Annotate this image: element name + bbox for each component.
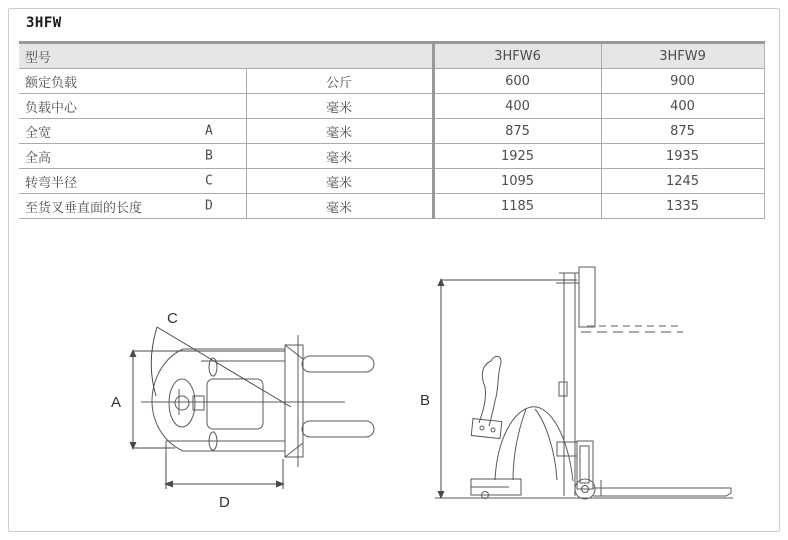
row-label: 负载中心	[25, 100, 78, 116]
row-value-3hfw6: 875	[433, 119, 601, 144]
row-value-3hfw6: 1095	[433, 169, 601, 194]
dim-label-b: B	[420, 392, 431, 409]
row-value-3hfw9: 875	[601, 119, 764, 144]
row-unit: 毫米	[246, 169, 433, 194]
table-row	[19, 69, 764, 94]
table-row	[19, 194, 764, 219]
dim-label-c: C	[167, 310, 178, 327]
row-value-3hfw9: 400	[601, 94, 764, 119]
row-value-3hfw6: 1925	[433, 144, 601, 169]
row-value-3hfw9: 1245	[601, 169, 764, 194]
header-col-3hfw6: 3HFW6	[433, 43, 601, 69]
row-unit: 毫米	[246, 144, 433, 169]
row-label: 至货叉垂直面的长度	[25, 200, 143, 216]
spec-table	[19, 41, 765, 219]
row-letter: C	[205, 173, 213, 189]
dimension-lines-side-view	[420, 278, 577, 499]
row-label: 额定负载	[25, 75, 78, 91]
row-letter: B	[205, 148, 213, 164]
table-header-row	[19, 43, 764, 69]
top-view-diagram	[105, 301, 405, 516]
row-unit: 毫米	[246, 94, 433, 119]
table-row	[19, 94, 764, 119]
stacker-side-view-art	[435, 267, 733, 499]
row-value-3hfw9: 900	[601, 69, 764, 94]
header-col-3hfw9: 3HFW9	[601, 43, 764, 69]
row-label: 转弯半径	[25, 175, 78, 191]
row-value-3hfw9: 1335	[601, 194, 764, 219]
header-model-label: 型号	[19, 43, 433, 69]
table-row	[19, 169, 764, 194]
page-title: 3HFW	[26, 15, 62, 31]
row-unit: 公斤	[246, 69, 433, 94]
row-value-3hfw9: 1935	[601, 144, 764, 169]
document-page	[8, 8, 780, 532]
row-value-3hfw6: 1185	[433, 194, 601, 219]
table-row	[19, 119, 764, 144]
row-letter: D	[205, 198, 213, 214]
side-view-diagram	[409, 249, 739, 519]
row-letter: A	[205, 123, 213, 139]
row-unit: 毫米	[246, 119, 433, 144]
dim-label-d: D	[219, 494, 230, 511]
dim-label-a: A	[111, 394, 122, 411]
row-unit: 毫米	[246, 194, 433, 219]
row-value-3hfw6: 600	[433, 69, 601, 94]
row-label: 全宽	[25, 125, 52, 141]
row-label: 全高	[25, 150, 52, 166]
table-row	[19, 144, 764, 169]
stacker-top-view-art	[141, 335, 374, 467]
row-value-3hfw6: 400	[433, 94, 601, 119]
